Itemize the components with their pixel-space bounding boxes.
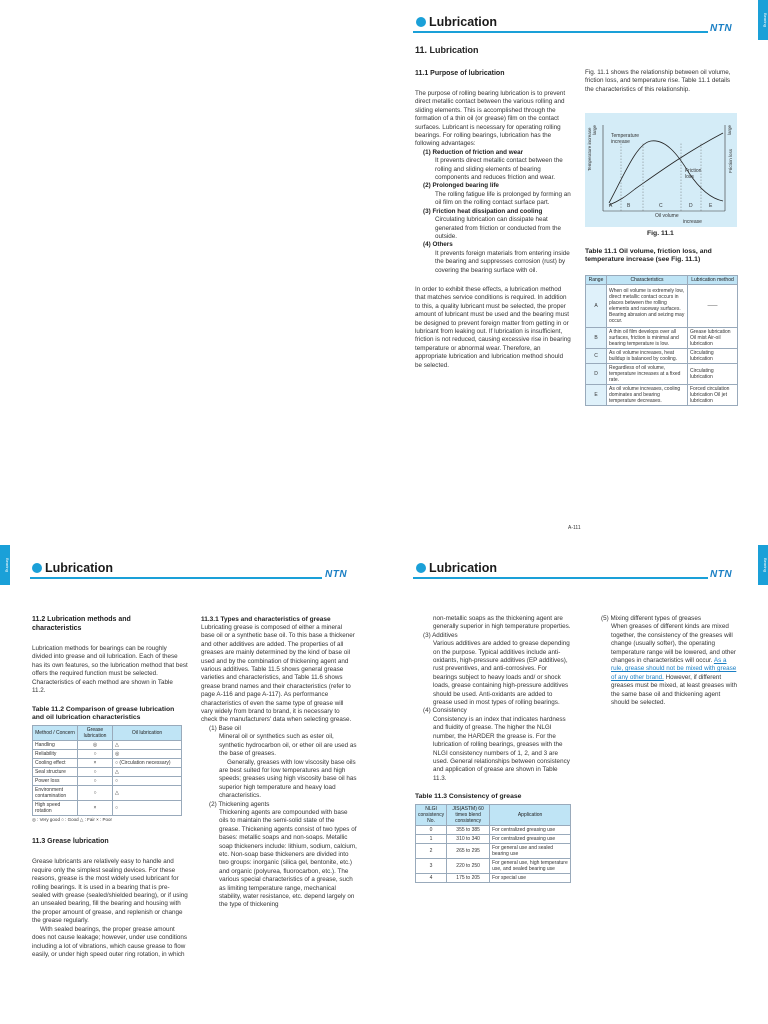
table-header: Method / Concern — [33, 726, 78, 741]
table-row: B A thin oil film develops over all surfaces, friction is minimal and bearing temperature is low. Grease lubrication Oil mist Air-oil lubrication — [586, 328, 738, 349]
header-bullet-icon — [416, 563, 426, 573]
advantage-body: It prevents foreign materials from entering inside the bearing and suppresses corrosion (rust) by covering the bearing surface with oil. — [435, 249, 570, 274]
table-11-3-caption: Table 11.3 Consistency of grease — [415, 793, 522, 801]
side-tab-bottom-right: Bearing — [758, 545, 768, 585]
base-oil-body: Mineral oil or synthetics such as ester oil, synthetic hydrocarbon oil, or ether oil are used as the base of greases. — [219, 733, 357, 758]
table-header: Grease lubrication — [78, 726, 113, 741]
table-legend: ◎ : Very good ○ : Good △ : Fair × : Poor — [32, 817, 113, 823]
table-row: Reliability ○ ◎ — [33, 750, 182, 759]
advantage-item — [415, 241, 571, 275]
header-rule — [30, 577, 322, 579]
table-row: 3 220 to 250 For general use, high temperature use, and sealed bearing use — [416, 859, 571, 874]
advantage-item — [415, 208, 571, 242]
table-header: Range — [586, 276, 607, 285]
table-header: Characteristics — [607, 276, 688, 285]
purpose-paragraph: The purpose of rolling bearing lubrication is to prevent direct metallic contact between the various rolling and sliding elements. This is accomplished through the formation of a thin oil (or grease) film on the contact surfaces. Lubricant is necessary for operating rolling bearings. For rolling bearings, lubrication has the following advantages: — [415, 90, 566, 148]
header-bullet-icon — [416, 17, 426, 27]
table-row: Power loss ○ ○ — [33, 777, 182, 786]
continuation — [415, 615, 571, 632]
table-11-2-caption: Table 11.2 Comparison of grease lubrication and oil lubrication characteristics — [32, 706, 175, 722]
table-11-1-caption: Table 11.1 Oil volume, friction loss, and temperature increase (see Fig. 11.1) — [585, 248, 712, 263]
figure-intro: Fig. 11.1 shows the relationship between oil volume, friction loss, and temperature rise. Table 11.1 details the characteristics of this relationship. — [585, 69, 731, 93]
methods-paragraph: Lubrication methods for bearings can be roughly divided into grease and oil lubrication. Each of these has its own features, so the lubrication method that best offers the required function must be selected. Characteristics of each method are shown in Table 11.2. — [32, 645, 188, 695]
column-1 — [32, 615, 188, 959]
advantage-item — [415, 182, 571, 207]
header-title: Lubrication — [429, 561, 498, 575]
grease-paragraph-2: With sealed bearings, the proper grease amount does not cause leakage; however, under use conditions including a lot of vibrations, which cause grease to flow easily, or under high speed outer ring rotation, in which — [32, 925, 188, 958]
range-c: C — [659, 203, 663, 209]
mixing-body: When greases of different kinds are mixed together, the consistency of the greases will change (usually softer), the operating temperature range will be lowered, and other changes in characteristics will occur. — [611, 623, 736, 665]
large-label-right: large — [727, 124, 732, 135]
advantage-head: (2) Prolonged bearing life — [423, 182, 499, 190]
table-row: High speed rotation × ○ — [33, 801, 182, 816]
mixing-item — [593, 615, 739, 707]
table-11-1 — [585, 275, 738, 406]
table-header: Lubrication method — [688, 276, 738, 285]
consistency-body: Consistency is an index that indicates hardness and fluidity of grease. The higher the NLGI number, the HARDER the grease is. For the lubrication of rolling bearings, greases with the NLGI consistency numbers of 1, 2, and 3 are used. General relationships between consistency and application of grease are shown in Table 11.3. — [433, 715, 570, 782]
table-row: 0 355 to 385 For centralized greasing use — [416, 826, 571, 835]
advantage-head: (3) Friction heat dissipation and cooling — [423, 207, 543, 215]
ntn-logo: NTN — [325, 569, 348, 580]
table-11-2 — [32, 725, 182, 816]
base-oil-head: (1) Base oil — [209, 724, 241, 732]
column-3 — [415, 615, 571, 883]
figure-caption: Fig. 11.1 — [647, 230, 674, 237]
base-oil-item — [201, 725, 357, 801]
additives-head: (3) Additives — [423, 631, 458, 639]
right-column-top — [585, 69, 737, 94]
table-header: Oil lubrication — [113, 726, 182, 741]
y-axis-left-label: Temperature increase — [587, 127, 592, 171]
consistency-item — [415, 707, 571, 783]
ntn-logo: NTN — [710, 23, 733, 34]
advantage-body: Circulating lubrication can dissipate heat generated from friction or conducted from the outside. — [435, 216, 562, 240]
table-row: Environment contamination ○ △ — [33, 786, 182, 801]
table-row: D Regardless of oil volume, temperature increases at a fixed rate. Circulating lubrication — [586, 364, 738, 385]
advantage-item — [415, 149, 571, 183]
table-header: NLGI consistency No. — [416, 805, 447, 826]
column-4 — [593, 615, 739, 707]
temperature-increase-label: Temperature increase — [611, 133, 640, 145]
range-d: D — [689, 203, 693, 209]
additives-item — [415, 632, 571, 708]
friction-loss-label: Friction loss — [685, 168, 702, 180]
x-axis-arrow-label: increase — [683, 219, 702, 225]
table-header: Application — [490, 805, 571, 826]
table-row: Handling ◎ △ — [33, 741, 182, 750]
column-2 — [201, 615, 357, 910]
table-row: Cooling effect × ○ (Circulation necessary) — [33, 759, 182, 768]
page-number: A-111 — [568, 525, 581, 531]
oil-volume-graph — [585, 113, 737, 227]
types-paragraph: Lubricating grease is composed of either a mineral base oil or a synthetic base oil. To this base a thickener and other additives are added. The properties of all greases are mainly determined by the kind of base oil used and by the combination of thickening agent and various additives. Table 11.5 shows general grease varieties and characteristics, and Table 11.6 shows grease brand names and their characteristics (refer to page A-116 and page A-117). As performance characteristics of even the same type of grease will vary widely from brand to brand, it is necessary to check the manufacturers' data when selecting grease. — [201, 624, 355, 724]
range-a: A — [609, 203, 613, 209]
thickening-head: (2) Thickening agents — [209, 800, 270, 808]
figure-11-1 — [585, 113, 737, 227]
section-title-11-3-1: 11.3.1 Types and characteristics of grease — [201, 616, 331, 623]
header-rule — [413, 577, 708, 579]
advantage-body: The rolling fatigue life is prolonged by forming an oil film on the rolling contact surface part. — [435, 190, 571, 207]
thickening-body: Thickening agents are compounded with base oils to maintain the semi-solid state of the grease. Thickening agents consist of two types of bases: metallic soaps and non-soaps. Metallic soap thickeners include: lithium, sodium, calcium, etc. Non-soap base thickeners are divided into two groups: inorganic (silica gel, bentonite, etc.) and organic (polyurea, fluorocarbon, etc.). The various special characteristics of a grease, such as limiting temperature range, mechanical stability, water resistance, etc. depend largely on the type of thickening — [219, 808, 357, 909]
table-row: 2 265 to 295 For general use and sealed bearing use — [416, 844, 571, 859]
table-row: Seal structure ○ △ — [33, 768, 182, 777]
base-oil-body-2: Generally, greases with low viscosity base oils are best suited for low temperatures and high speeds; greases using high viscosity base oil has superior high temperature and heavy load characteristics. — [219, 758, 357, 800]
ntn-logo: NTN — [710, 569, 733, 580]
advantage-head: (4) Others — [423, 241, 453, 249]
effects-paragraph: In order to exhibit these effects, a lubrication method that matches service conditions is required. In addition to this, a quality lubricant must be selected, the proper amount of lubricant must be used and the bearing must be designed to prevent foreign matter from getting in or lubricant from leaking out. If lubrication is insufficient, friction is not reduced, causing excessive rise in bearing temperature or abnormal wear. Therefore, an appropriate lubrication and lubrication method should be selected. — [415, 285, 571, 369]
x-axis-label: Oil volume — [655, 213, 679, 219]
thickening-item — [201, 801, 357, 910]
advantage-head: (1) Reduction of friction and wear — [423, 148, 524, 156]
section-title-11-2: 11.2 Lubrication methods and characteristics — [32, 616, 131, 632]
consistency-head: (4) Consistency — [423, 707, 467, 715]
mixing-body-2: However, if different greases must be mixed, at least greases with the same base oil and thickening agent should be selected. — [611, 673, 737, 707]
side-tab-bottom-left: Bearing — [0, 545, 10, 585]
table-row: C As oil volume increases, heat buildup is balanced by cooling. Circulating lubrication — [586, 349, 738, 364]
large-label-left: large — [592, 124, 597, 135]
section-title-11-1: 11.1 Purpose of lubrication — [415, 70, 505, 77]
y-axis-right-label: Friction loss — [728, 148, 733, 173]
table-row: A When oil volume is extremely low, direct metallic contact occurs in places between the rolling elements and raceway surfaces. Bearing abrasion and seizing may occur. —— — [586, 285, 738, 328]
mixing-head: (5) Mixing different types of greases — [601, 615, 701, 622]
table-row: 1 310 to 340 For centralized greasing use — [416, 835, 571, 844]
table-row: 4 175 to 205 For special use — [416, 874, 571, 883]
left-column-top — [415, 69, 571, 370]
range-b: B — [627, 203, 631, 209]
additives-body: Various additives are added to grease depending on the purpose. Typical additives include anti-oxidants, high-pressure additives (EP additives), rust preventives, and anti-corrosives. For bearings subject to heavy loads and/ or shock loads, grease containing high-pressure additives should be used. Anti-oxidants are added to grease used in most types of rolling bearings. — [433, 640, 570, 707]
header-bullet-icon — [32, 563, 42, 573]
continuation-paragraph: non-metallic soaps as the thickening agent are generally superior in high temperature properties. — [433, 615, 571, 631]
header-title: Lubrication — [45, 561, 114, 575]
range-e: E — [709, 203, 713, 209]
section-title-11-3: 11.3 Grease lubrication — [32, 838, 109, 846]
header-title: Lubrication — [429, 15, 498, 29]
mixing-rule-link[interactable]: As a rule, grease should not be mixed with grease of any other brand. — [611, 657, 737, 681]
advantage-body: It prevents direct metallic contact between the rolling and sliding elements of bearing components and reduces friction and wear. — [435, 157, 563, 182]
side-tab-top: Bearing — [758, 0, 768, 40]
table-11-3 — [415, 804, 571, 883]
table-row: E As oil volume increases, cooling dominates and bearing temperature decreases. Forced circulation lubrication Oil jet lubrication — [586, 385, 738, 406]
chapter-title: 11. Lubrication — [415, 45, 479, 55]
table-header: JIS(ASTM) 60 times blend consistency — [447, 805, 490, 826]
header-rule — [413, 31, 708, 33]
grease-paragraph: Grease lubricants are relatively easy to handle and require only the simplest sealing devices. For these reasons, grease is the most widely used lubricant for rolling bearings. It is used in a bearing that is pre-sealed with grease (sealed/shielded bearing), or if using an unsealed bearing, fill the bearing and housing with the proper amount of grease, and replenish or change the grease regularly. — [32, 858, 188, 925]
